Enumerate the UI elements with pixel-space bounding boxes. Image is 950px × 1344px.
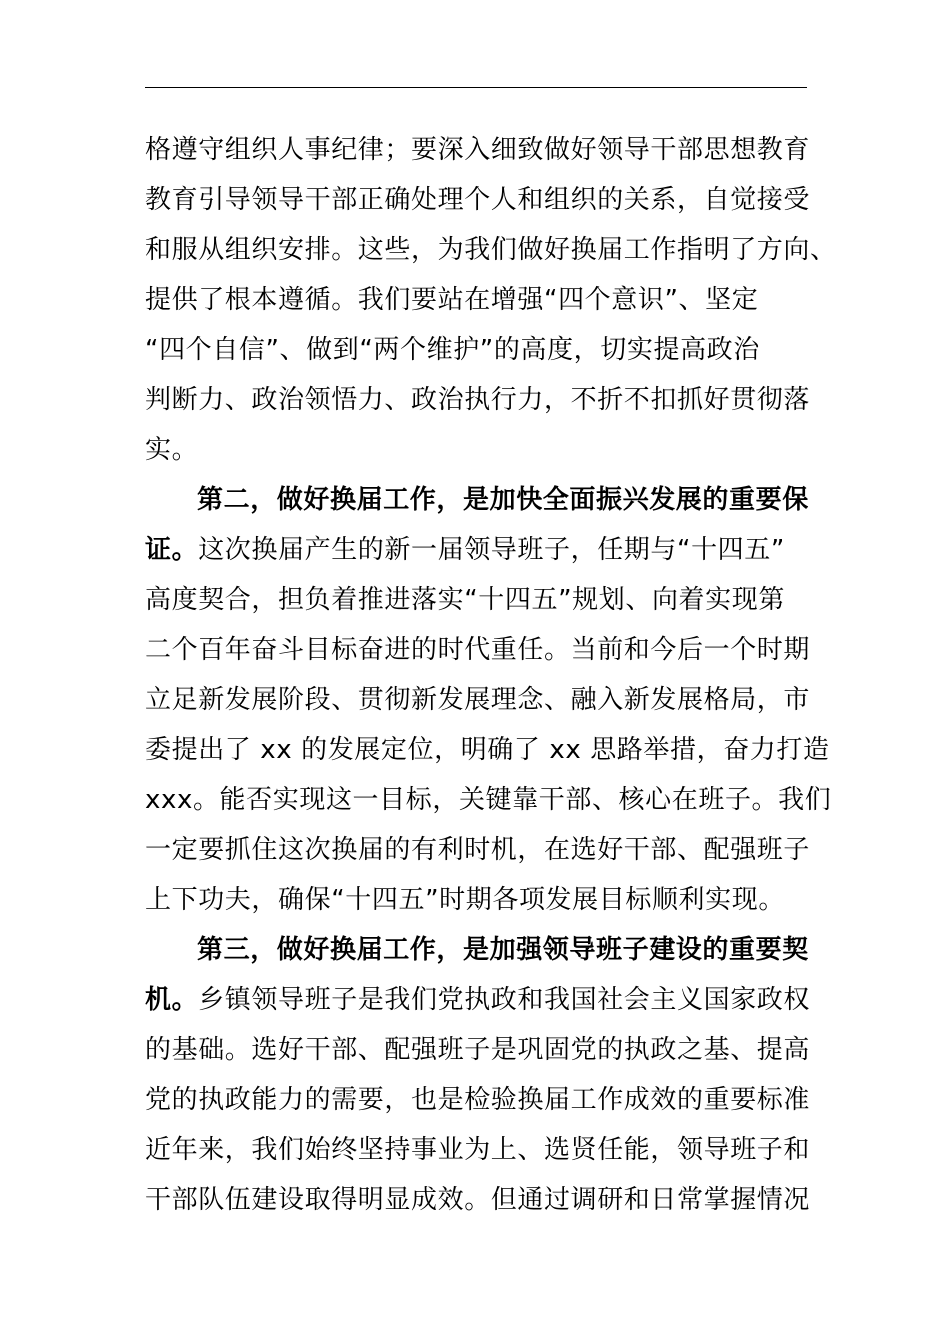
text-line: 教育引导领导干部正确处理个人和组织的关系，自觉接受 bbox=[145, 185, 811, 215]
text-line: 近年来，我们始终坚持事业为上、选贤任能，领导班子和 bbox=[145, 1135, 811, 1165]
section-heading: 第三，做好换届工作，是加强领导班子建设的重要契 bbox=[197, 935, 809, 965]
text-line: 和服从组织安排。这些，为我们做好换届工作指明了方向、 bbox=[145, 235, 837, 265]
header-rule bbox=[145, 87, 807, 88]
text-line: 委提出了 xx 的发展定位，明确了 xx 思路举措，奋力打造 bbox=[145, 735, 830, 765]
section-heading: 第二，做好换届工作，是加快全面振兴发展的重要保 bbox=[197, 485, 809, 515]
text-line: 提供了根本遵循。我们要站在增强“四个意识”、坚定 bbox=[145, 285, 759, 315]
text-line: 二个百年奋斗目标奋进的时代重任。当前和今后一个时期 bbox=[145, 635, 811, 665]
text-line: 判断力、政治领悟力、政治执行力，不折不扣抓好贯彻落 bbox=[145, 385, 811, 415]
text-line: 的基础。选好干部、配强班子是巩固党的执政之基、提高 bbox=[145, 1035, 811, 1065]
section-heading-end: 证。 bbox=[145, 535, 199, 565]
text-line: 证。这次换届产生的新一届领导班子，任期与“十四五” bbox=[145, 535, 785, 565]
text-line: 机。乡镇领导班子是我们党执政和我国社会主义国家政权 bbox=[145, 985, 811, 1015]
section-heading-end: 机。 bbox=[145, 985, 199, 1015]
text-line: 上下功夫，确保“十四五”时期各项发展目标顺利实现。 bbox=[145, 885, 785, 915]
text-line: xxx。能否实现这一目标，关键靠干部、核心在班子。我们 bbox=[145, 785, 832, 815]
text-line: 格遵守组织人事纪律；要深入细致做好领导干部思想教育 bbox=[145, 135, 811, 165]
text-line: 高度契合，担负着推进落实“十四五”规划、向着实现第 bbox=[145, 585, 785, 615]
text-line: 实。 bbox=[145, 435, 199, 465]
text-line: “四个自信”、做到“两个维护”的高度，切实提高政治 bbox=[145, 335, 760, 365]
text-line: 党的执政能力的需要，也是检验换届工作成效的重要标准 bbox=[145, 1085, 811, 1115]
text-line: 干部队伍建设取得明显成效。但通过调研和日常掌握情况 bbox=[145, 1185, 811, 1215]
text-line: 立足新发展阶段、贯彻新发展理念、融入新发展格局，市 bbox=[145, 685, 811, 715]
text-line: 一定要抓住这次换届的有利时机，在选好干部、配强班子 bbox=[145, 835, 811, 865]
